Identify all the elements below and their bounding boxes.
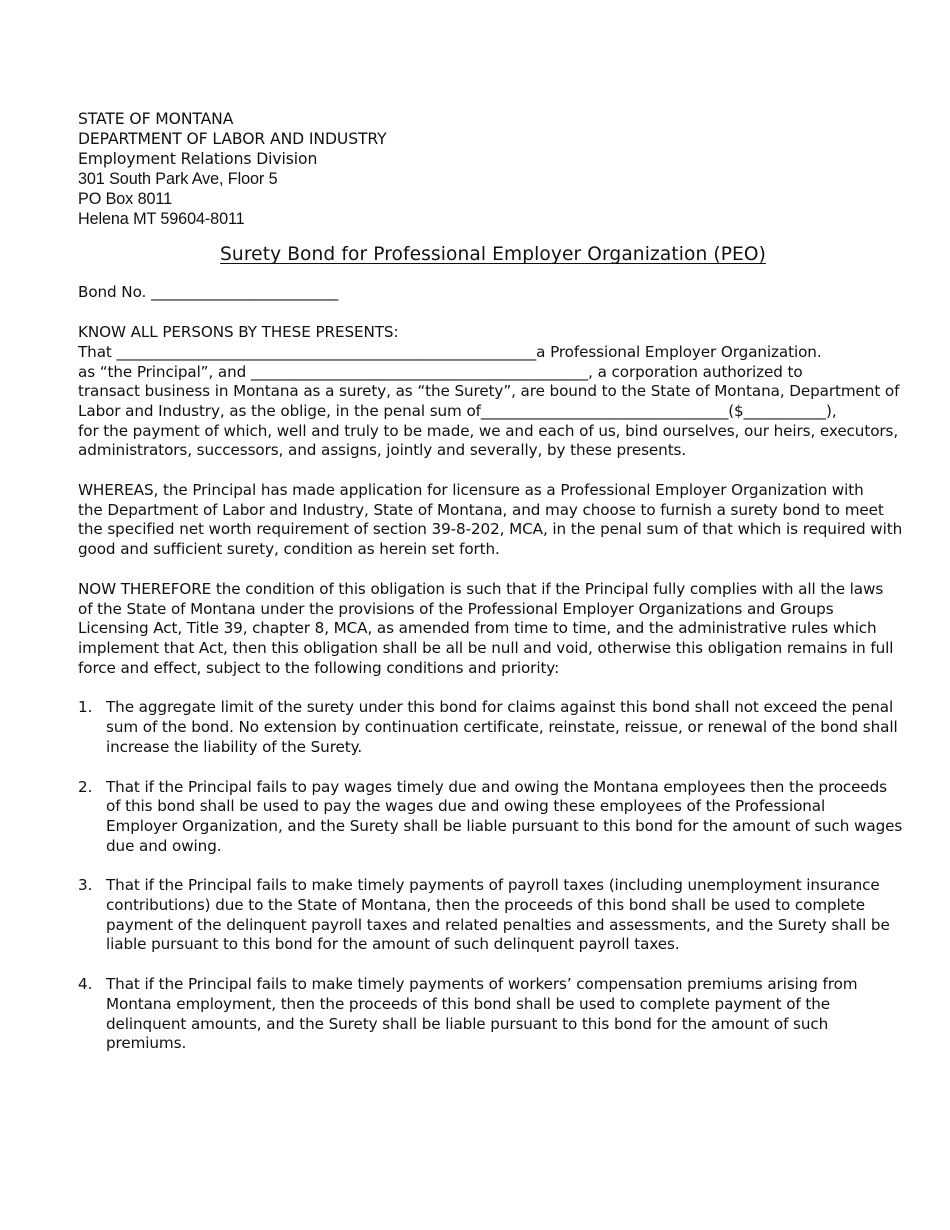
now-therefore-paragraph	[78, 580, 908, 679]
paragraph-line: for the payment of which, well and truly to be made, we and each of us, bind ourselves, our heirs, executors,	[78, 421, 899, 440]
condition-text	[106, 778, 908, 857]
whereas-paragraph	[78, 481, 908, 560]
condition-line: delinquent amounts, and the Surety shall be liable pursuant to this bond for the amount of such	[106, 1014, 829, 1033]
state-name: STATE OF MONTANA	[78, 110, 234, 128]
document-title: Surety Bond for Professional Employer Organization (PEO)	[220, 244, 766, 266]
condition-item	[78, 975, 908, 1054]
paragraph-line: the Department of Labor and Industry, State of Montana, and may choose to furnish a surety bond to meet	[78, 500, 884, 519]
condition-number: 3.	[78, 876, 93, 895]
conditions-list	[78, 698, 908, 1054]
condition-line: increase the liability of the Surety.	[106, 737, 363, 756]
condition-line: That if the Principal fails to make timely payments of workers’ compensation premiums arising from	[106, 975, 858, 994]
condition-number: 2.	[78, 777, 93, 796]
street-address: 301 South Park Ave, Floor 5	[78, 169, 278, 188]
condition-text	[106, 876, 908, 955]
department-name: DEPARTMENT OF LABOR AND INDUSTRY	[78, 129, 387, 148]
condition-line: contributions) due to the State of Montana, then the proceeds of this bond shall be used to complete	[106, 896, 866, 915]
condition-item	[78, 698, 908, 757]
paragraph-line: administrators, successors, and assigns, jointly and severally, by these presents.	[78, 441, 687, 460]
know-all-persons-heading: KNOW ALL PERSONS BY THESE PRESENTS:	[78, 323, 399, 342]
condition-item	[78, 778, 908, 857]
condition-line: due and owing.	[106, 836, 222, 855]
paragraph-line: good and sufficient surety, condition as herein set forth.	[78, 540, 500, 559]
po-box: PO Box 8011	[78, 189, 172, 208]
paragraph-line: of the State of Montana under the provisions of the Professional Employer Organizations and Groups	[78, 599, 834, 618]
condition-text	[106, 698, 908, 757]
condition-line: payment of the delinquent payroll taxes and related penalties and assessments, and the Surety shall be	[106, 915, 890, 934]
paragraph-line: Labor and Industry, as the oblige, in the penal sum of_________________________________($___________),	[78, 401, 837, 420]
principal-paragraph	[78, 343, 908, 461]
paragraph-line: transact business in Montana as a surety, as “the Surety”, are bound to the State of Montana, Department of	[78, 382, 900, 401]
condition-item	[78, 876, 908, 955]
division-name: Employment Relations Division	[78, 149, 318, 168]
condition-line: Employer Organization, and the Surety shall be liable pursuant to this bond for the amount of such wages	[106, 816, 903, 835]
condition-text	[106, 975, 908, 1054]
condition-line: liable pursuant to this bond for the amount of such delinquent payroll taxes.	[106, 935, 680, 954]
paragraph-line: force and effect, subject to the following conditions and priority:	[78, 658, 560, 677]
paragraph-line: the specified net worth requirement of section 39-8-202, MCA, in the penal sum of that which is required with	[78, 520, 903, 539]
condition-line: That if the Principal fails to pay wages timely due and owing the Montana employees then the proceeds	[106, 777, 887, 796]
paragraph-line: implement that Act, then this obligation shall be all be null and void, otherwise this obligation remains in full	[78, 638, 894, 657]
paragraph-line: That ________________________________________________________a Professional Employer Organization.	[78, 342, 822, 361]
condition-line: That if the Principal fails to make timely payments of payroll taxes (including unemployment insurance	[106, 876, 880, 895]
paragraph-line: Licensing Act, Title 39, chapter 8, MCA, as amended from time to time, and the administrative rules which	[78, 619, 877, 638]
bond-document	[78, 110, 908, 1074]
condition-line: Montana employment, then the proceeds of this bond shall be used to complete payment of the	[106, 994, 831, 1013]
agency-address-block	[78, 110, 908, 229]
paragraph-line: WHEREAS, the Principal has made application for licensure as a Professional Employer Organization with	[78, 481, 864, 500]
paragraph-line: NOW THEREFORE the condition of this obligation is such that if the Principal fully complies with all the laws	[78, 579, 884, 598]
city-state-zip: Helena MT 59604-8011	[78, 209, 245, 228]
condition-number: 1.	[78, 698, 93, 717]
condition-line: The aggregate limit of the surety under this bond for claims against this bond shall not exceed the penal	[106, 698, 894, 717]
condition-number: 4.	[78, 975, 93, 994]
condition-line: premiums.	[106, 1034, 187, 1053]
condition-line: of this bond shall be used to pay the wages due and owing these employees of the Professional	[106, 797, 826, 816]
paragraph-line: as “the Principal”, and _____________________________________________, a corporation authorized to	[78, 362, 803, 381]
bond-number-field: Bond No. _________________________	[78, 283, 339, 302]
condition-line: sum of the bond. No extension by continuation certificate, reinstate, reissue, or renewal of the bond shall	[106, 718, 898, 737]
